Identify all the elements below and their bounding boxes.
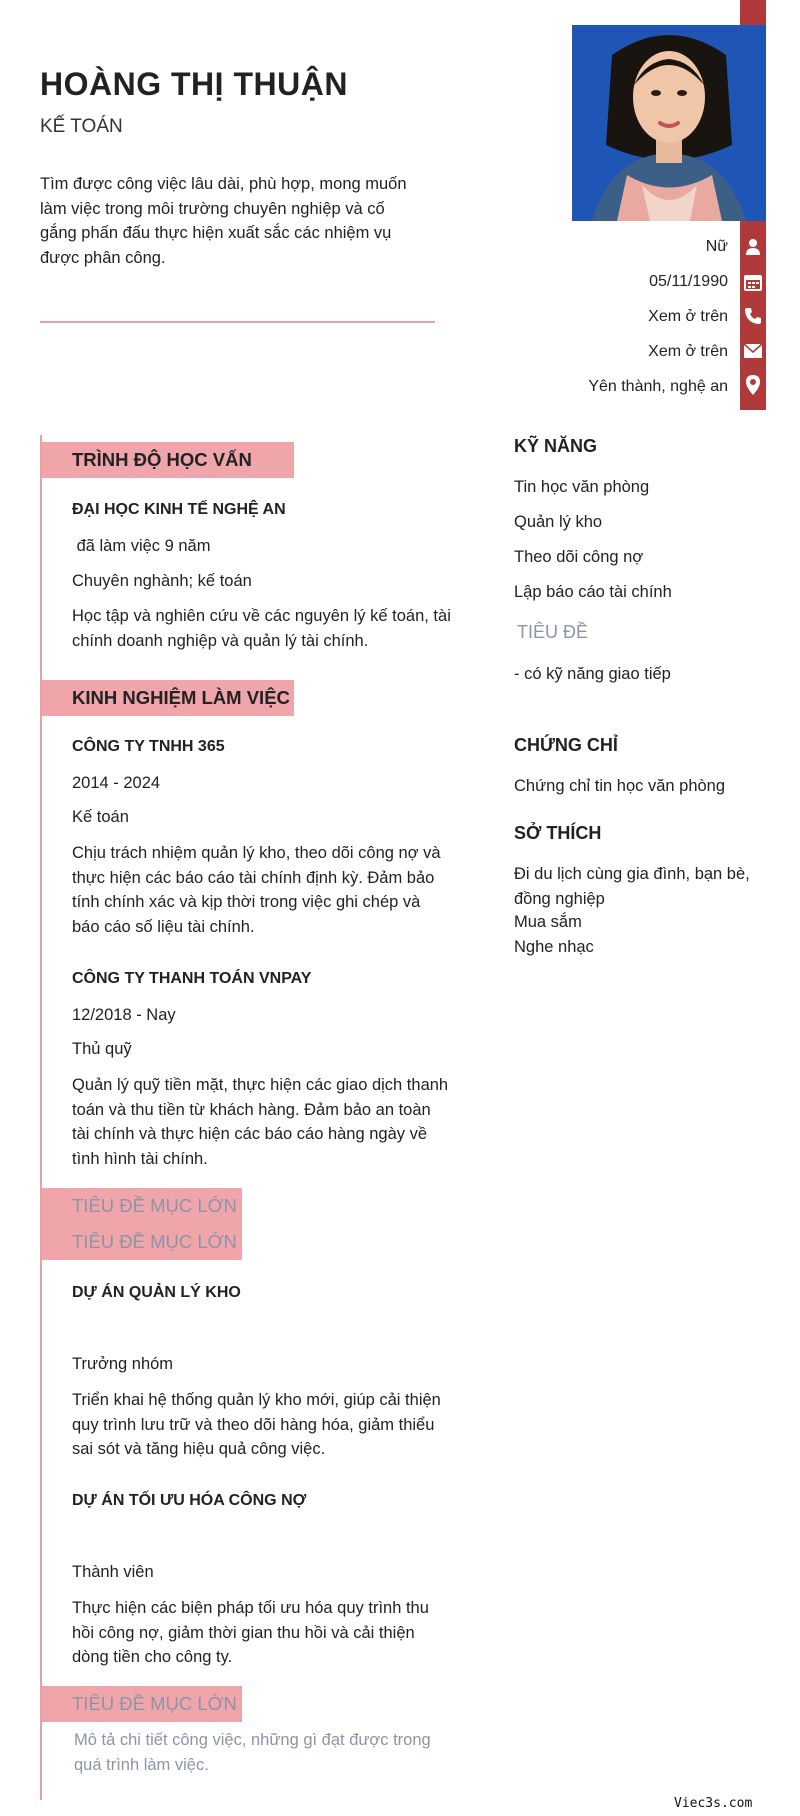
header-divider — [40, 321, 435, 323]
location-icon — [743, 375, 763, 395]
job-position: Thủ quỹ — [72, 1040, 132, 1058]
certificates-heading: CHỨNG CHỈ — [514, 735, 618, 755]
accent-bar-top — [740, 0, 766, 25]
hobby-item: Mua sắm — [514, 913, 582, 931]
experience-heading: KINH NGHIỆM LÀM VIỆC — [42, 680, 294, 716]
skill-item: Tin học văn phòng — [514, 478, 650, 496]
certificate-item: Chứng chỉ tin học văn phòng — [514, 777, 726, 795]
job-period: 2014 - 2024 — [72, 774, 161, 792]
skill-placeholder-heading: TIÊU ĐỀ — [517, 622, 589, 642]
hobbies-heading: SỞ THÍCH — [514, 823, 602, 843]
job-title: KẾ TOÁN — [40, 116, 123, 137]
job-description: Quản lý quỹ tiền mặt, thực hiện các giao dịch thanh toán và thu tiền từ khách hàng. Đảm bảo an toàn tài chính và thực hiện các báo cáo hàng ngày về tình hình tài chính. — [72, 1076, 449, 1168]
job-description: Chịu trách nhiệm quản lý kho, theo dõi công nợ và thực hiện các báo cáo tài chính định kỳ. Đảm bảo tính chính xác và kịp thời trong việc ghi chép và báo cáo số liệu tài chính. — [72, 844, 441, 936]
education-line-1: đã làm việc 9 năm — [72, 537, 211, 555]
job-company: CÔNG TY THANH TOÁN VNPAY — [72, 970, 312, 987]
gender: Nữ — [705, 238, 728, 255]
education-description: Học tập và nghiên cứu về các nguyên lý kế toán, tài chính doanh nghiệp và quản lý tài chính. — [72, 607, 451, 650]
phone: Xem ở trên — [648, 308, 728, 325]
placeholder-section-heading: TIÊU ĐỀ MỤC LỚN — [42, 1188, 242, 1224]
placeholder-section-description: Mô tả chi tiết công việc, những gì đạt được trong quá trình làm việc. — [74, 1731, 431, 1774]
career-objective: Tìm được công việc lâu dài, phù hợp, mong muốn làm việc trong môi trường chuyên nghiệp và cố gắng phấn đấu thực hiện xuất sắc các nhiệm vụ được phân công. — [40, 175, 407, 267]
watermark-brand: Viec3s.com — [674, 1796, 753, 1811]
placeholder-section-heading: TIÊU ĐỀ MỤC LỚN — [42, 1224, 242, 1260]
project-role: Trưởng nhóm — [72, 1355, 174, 1373]
skills-heading: KỸ NĂNG — [514, 436, 598, 456]
email: Xem ở trên — [648, 343, 728, 360]
school-name: ĐẠI HỌC KINH TẾ NGHỆ AN — [72, 501, 286, 518]
mail-icon — [743, 341, 763, 361]
skill-item: Lập báo cáo tài chính — [514, 583, 672, 601]
hobby-text: Đi du lịch cùng gia đình, bạn bè, đồng nghiệp — [514, 865, 750, 908]
skill-extra: - có kỹ năng giao tiếp — [514, 665, 671, 683]
project-description: Thực hiện các biện pháp tối ưu hóa quy trình thu hồi công nợ, giảm thời gian thu hồi và cải thiện dòng tiền cho công ty. — [72, 1599, 429, 1666]
calendar-icon — [743, 272, 763, 292]
address: Yên thành, nghệ an — [588, 378, 728, 395]
job-company: CÔNG TY TNHH 365 — [72, 738, 225, 755]
project-name: DỰ ÁN QUẢN LÝ KHO — [72, 1284, 241, 1301]
hobby-item: Nghe nhạc — [514, 938, 594, 956]
skill-item: Quản lý kho — [514, 513, 603, 531]
project-description: Triển khai hệ thống quản lý kho mới, giúp cải thiện quy trình lưu trữ và theo dõi hàng hóa, giảm thiểu sai sót và tăng hiệu quả công việc. — [72, 1391, 441, 1458]
date-of-birth: 05/11/1990 — [649, 273, 728, 290]
profile-photo — [572, 25, 766, 221]
education-major: Chuyên nghành; kế toán — [72, 572, 252, 590]
person-icon — [743, 237, 763, 257]
education-heading: TRÌNH ĐỘ HỌC VẤN — [42, 442, 294, 478]
skill-item: Theo dõi công nợ — [514, 548, 644, 566]
phone-icon — [743, 306, 763, 326]
timeline-line — [40, 435, 42, 1800]
candidate-name: HOÀNG THỊ THUẬN — [40, 66, 348, 102]
job-period: 12/2018 - Nay — [72, 1006, 176, 1024]
project-name: DỰ ÁN TỐI ƯU HÓA CÔNG NỢ — [72, 1492, 307, 1509]
placeholder-section-heading: TIÊU ĐỀ MỤC LỚN — [42, 1686, 242, 1722]
project-role: Thành viên — [72, 1563, 154, 1581]
job-position: Kế toán — [72, 808, 129, 826]
